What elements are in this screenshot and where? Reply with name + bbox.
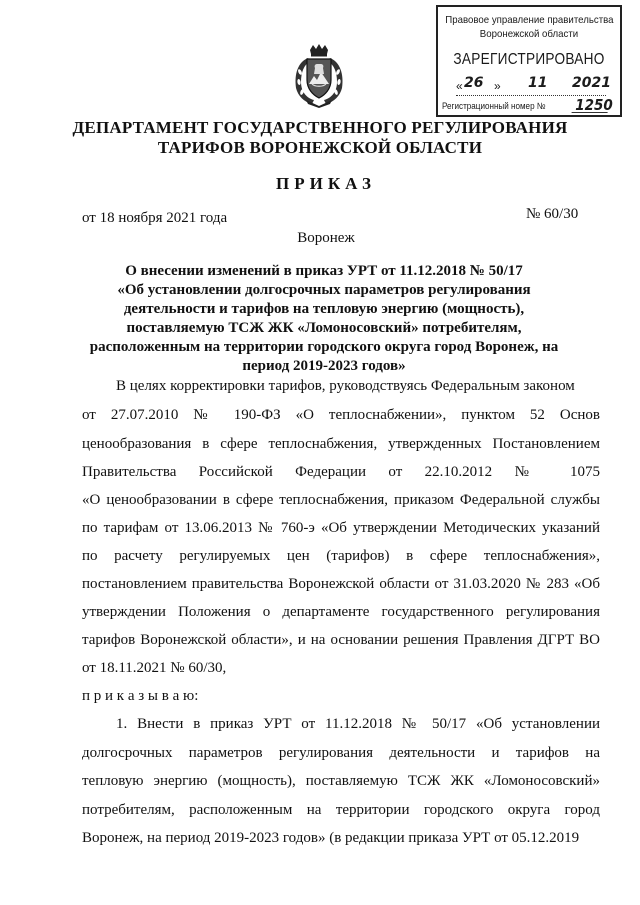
body-line: ценообразования в сфере теплоснабжения, утвержденных Постановлением xyxy=(82,436,600,452)
stamp-registered-label: ЗАРЕГИСТРИРОВАНО xyxy=(453,51,605,68)
document-subject xyxy=(4,262,640,376)
stamp-reg-number-label: Регистрационный номер № xyxy=(442,101,546,111)
stamp-month: 11 xyxy=(528,75,548,91)
body-line: утверждении Положения о департаменте государственного регулирования xyxy=(82,604,600,620)
registration-stamp xyxy=(436,5,622,117)
subject-line: деятельности и тарифов на тепловую энергию (мощность), xyxy=(123,301,525,317)
document-type: ПРИКАЗ xyxy=(276,174,376,193)
orders-word: п р и к а з ы в а ю: xyxy=(82,688,199,704)
body-line: тарифов Воронежской области», и на основании решения Правления ДГРТ ВО xyxy=(82,632,600,648)
document-number: № 60/30 xyxy=(526,206,579,222)
stamp-reg-number xyxy=(442,96,613,114)
body-line: В целях корректировки тарифов, руководствуясь Федеральным законом xyxy=(116,378,575,394)
stamp-org-line1: Правовое управление правительства xyxy=(445,14,614,26)
body-line: потребителям, расположенным на территории городского округа город xyxy=(82,802,600,818)
stamp-day: 26 xyxy=(464,75,484,91)
department-name-line2: ТАРИФОВ ВОРОНЕЖСКОЙ ОБЛАСТИ xyxy=(157,138,483,157)
body-line: Правительства Российской Федерации от 22.10.2012 № 1075 xyxy=(82,464,600,480)
coat-of-arms-icon xyxy=(290,44,348,108)
document-city: Воронеж xyxy=(297,230,355,246)
body-line: по расчету регулируемых цен (тарифов) в сфере теплоснабжения», xyxy=(82,548,600,564)
body-line: по тарифам от 13.06.2013 № 760-э «Об утверждении Методических указаний xyxy=(82,520,600,536)
subject-line: «Об установлении долгосрочных параметров регулирования xyxy=(117,282,531,298)
department-name-line1: ДЕПАРТАМЕНТ ГОСУДАРСТВЕННОГО РЕГУЛИРОВАНИЯ xyxy=(72,118,568,137)
stamp-org-line2: Воронежской области xyxy=(479,28,579,40)
body-line: постановлением правительства Воронежской области от 31.03.2020 № 283 «Об xyxy=(82,576,600,592)
subject-line: О внесении изменений в приказ УРТ от 11.12.2018 № 50/17 xyxy=(125,263,523,279)
body-line: от 27.07.2010 № 190-ФЗ «О теплоснабжении», пунктом 52 Основ xyxy=(82,407,600,423)
body-line: Воронеж, на период 2019-2023 годов» (в редакции приказа УРТ от 05.12.2019 xyxy=(82,830,580,846)
subject-line: поставляемую ТСЖ ЖК «Ломоносовский» потребителям, xyxy=(126,320,522,336)
body-line: 1. Внести в приказ УРТ от 11.12.2018 № 50/17 «Об установлении xyxy=(116,716,600,732)
stamp-organization xyxy=(445,13,612,41)
document-date: от 18 ноября 2021 года xyxy=(82,210,228,226)
body-line: от 18.11.2021 № 60/30, xyxy=(82,660,227,676)
stamp-reg-number-value: 1250 xyxy=(575,96,613,114)
subject-line: расположенным на территории городского округа город Воронеж, на xyxy=(89,339,559,355)
body-line: тепловую энергию (мощность), поставляемую ТСЖ ЖК «Ломоносовский» xyxy=(82,773,600,789)
stamp-date xyxy=(456,75,611,96)
body-line: долгосрочных параметров регулирования деятельности и тарифов на xyxy=(82,745,600,761)
subject-line: период 2019-2023 годов» xyxy=(242,358,406,374)
stamp-quote-close: » xyxy=(494,79,501,93)
stamp-quote-open: « xyxy=(456,79,463,93)
stamp-year: 2021 xyxy=(572,75,611,91)
body-line: «О ценообразовании в сфере теплоснабжения, приказом Федеральной службы xyxy=(82,492,600,508)
department-name xyxy=(0,118,640,158)
stamp-reg-number-line xyxy=(572,112,608,113)
